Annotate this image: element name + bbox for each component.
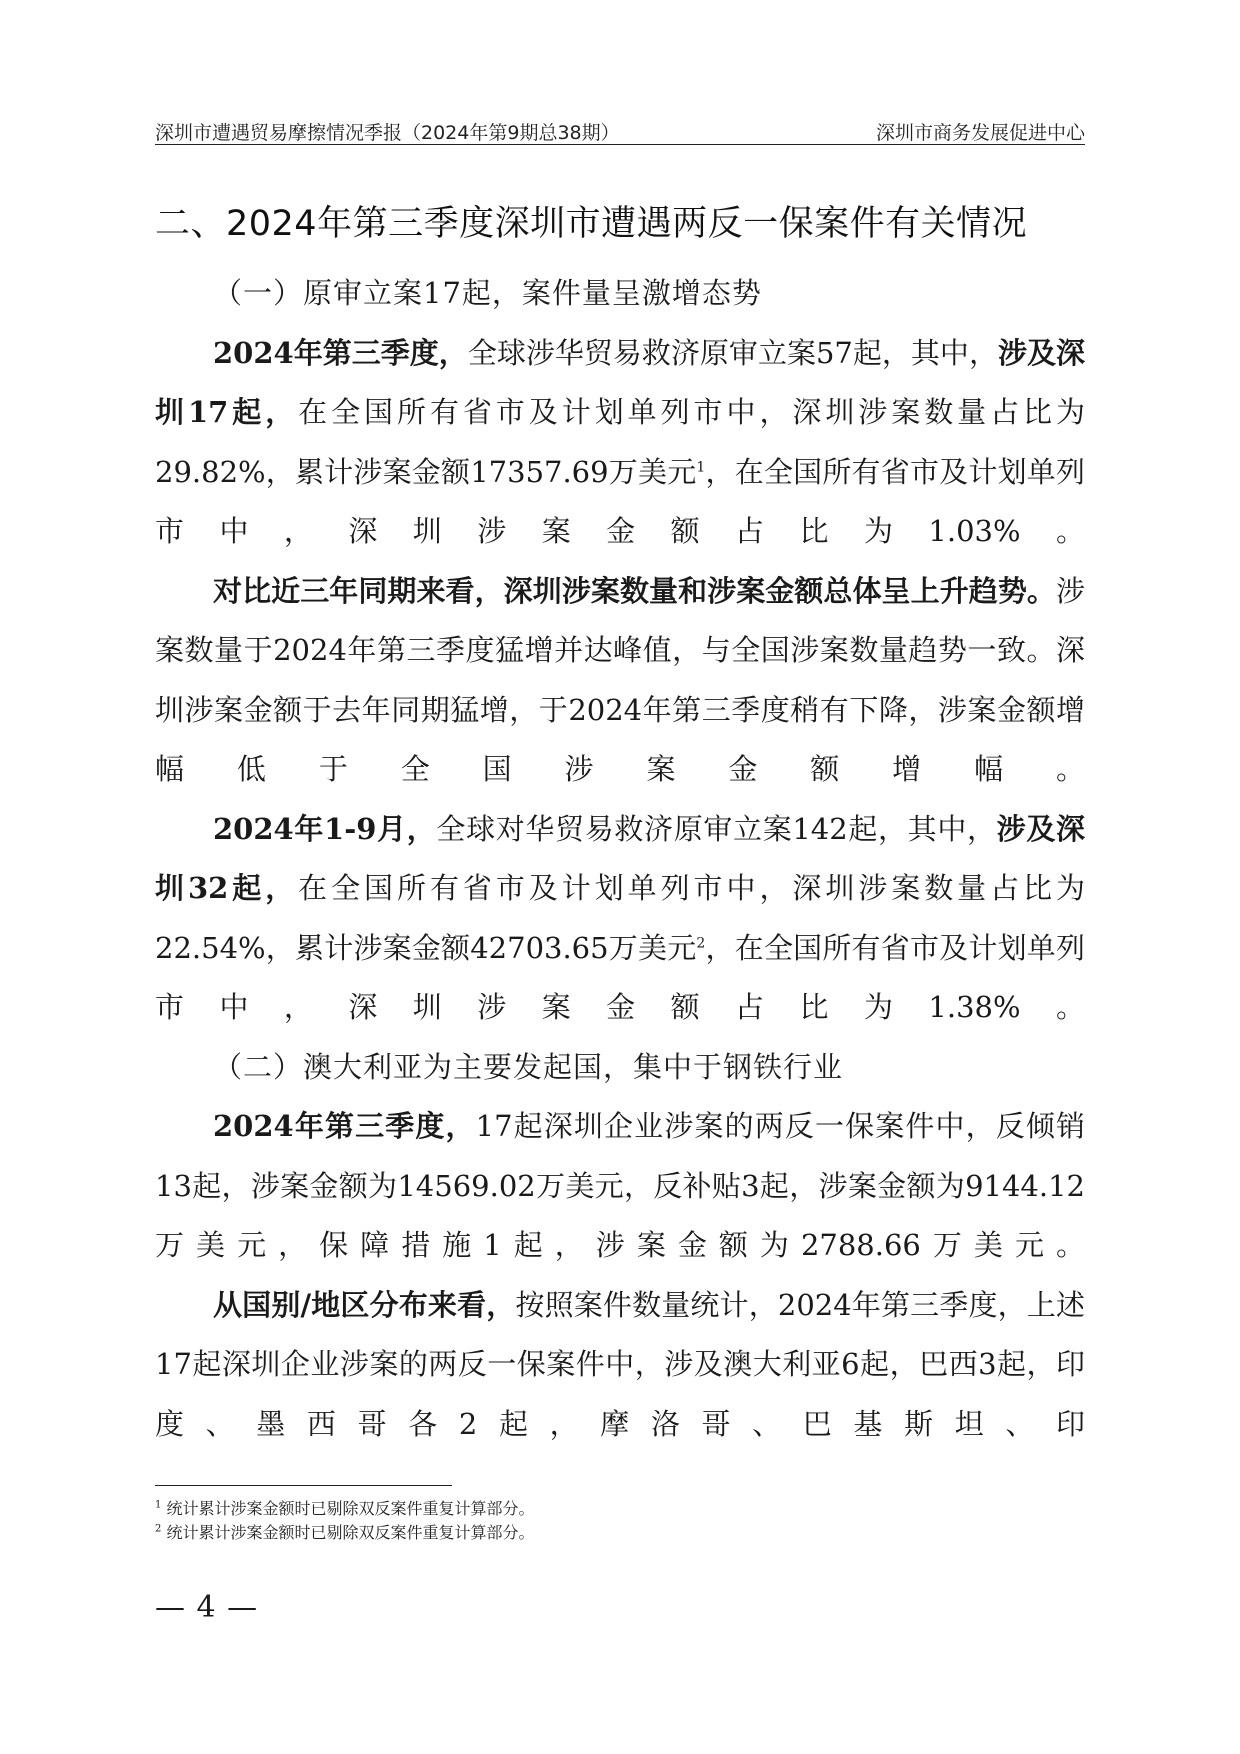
paragraph-text: ，在全国所有省市及计划单列市中，深圳涉案金额占比为1.38%。 (155, 930, 1085, 1024)
paragraph-case-types (155, 1097, 1085, 1276)
bold-lead: 从国别/地区分布来看， (213, 1287, 516, 1322)
footnote-divider (155, 1485, 452, 1486)
paragraph-text: 全球对华贸易救济原审立案142起，其中， (436, 811, 997, 846)
bold-lead: 2024年1-9月， (213, 811, 437, 846)
running-header (155, 116, 1085, 145)
paragraph-three-year-comparison (155, 562, 1085, 800)
paragraph-text: 按照案件数量统计，2024年第三季度，上述17起深圳企业涉案的两反一保案件中，涉及澳大利亚6起，巴西3起，印度、墨西哥各2起，摩洛哥、巴基斯坦、印 (155, 1287, 1085, 1441)
footnote-1 (155, 1497, 534, 1521)
header-report-title: 深圳市遭遇贸易摩擦情况季报（2024年第9期总38期） (155, 122, 620, 144)
main-body (155, 264, 1085, 1454)
footnote-text: 统计累计涉案金额时已剔除双反案件重复计算部分。 (166, 1499, 535, 1518)
section-title: 二、2024年第三季度深圳市遭遇两反一保案件有关情况 (155, 204, 1028, 244)
paragraph-text: 在全国所有省市及计划单列市中，深圳涉案数量占比为29.82%，累计涉案金额17357.69万美元 (155, 395, 1085, 489)
header-organization: 深圳市商务发展促进中心 (875, 122, 1085, 144)
footnote-mark: 1 (155, 1499, 162, 1511)
paragraph-country-distribution (155, 1276, 1085, 1455)
paragraph-text: 在全国所有省市及计划单列市中，深圳涉案数量占比为22.54%，累计涉案金额42703.65万美元 (155, 871, 1085, 965)
paragraph-text: 全球涉华贸易救济原审立案57起，其中， (467, 335, 998, 370)
footnote-ref-1[interactable]: 1 (696, 458, 706, 475)
footnote-text: 统计累计涉案金额时已剔除双反案件重复计算部分。 (166, 1523, 535, 1542)
paragraph-q3-overview (155, 324, 1085, 562)
paragraph-text: 17起深圳企业涉案的两反一保案件中，反倾销13起，涉案金额为14569.02万美元，反补贴3起，涉案金额为9144.12万美元，保障措施1起，涉案金额为2788.66万美元。 (155, 1109, 1085, 1262)
paragraph-jan-sep (155, 800, 1085, 1038)
bold-lead: 2024年第三季度， (213, 1109, 476, 1143)
subsection-heading-2: （二）澳大利亚为主要发起国，集中于钢铁行业 (213, 1049, 844, 1084)
footnote-2 (155, 1521, 534, 1545)
footnotes (155, 1497, 534, 1545)
paragraph-text: 涉案数量于2024年第三季度猛增并达峰值，与全国涉案数量趋势一致。深圳涉案金额于去年同期猛增，于2024年第三季度稍有下降，涉案金额增幅低于全国涉案金额增幅。 (155, 573, 1085, 786)
page-number: — 4 — (155, 1590, 259, 1625)
footnote-ref-2[interactable]: 2 (696, 934, 706, 951)
footnote-mark: 2 (155, 1523, 162, 1535)
bold-emphasis: 涉及深圳32起， (155, 811, 1085, 905)
bold-lead: 2024年第三季度， (213, 335, 468, 370)
paragraph-text: ，在全国所有省市及计划单列市中，深圳涉案金额占比为1.03%。 (155, 454, 1085, 548)
bold-lead: 对比近三年同期来看，深圳涉案数量和涉案金额总体呈上升趋势。 (213, 573, 1056, 608)
bold-emphasis: 涉及深圳17起， (155, 335, 1085, 429)
subsection-heading-1: （一）原审立案17起，案件量呈激增态势 (213, 276, 762, 310)
